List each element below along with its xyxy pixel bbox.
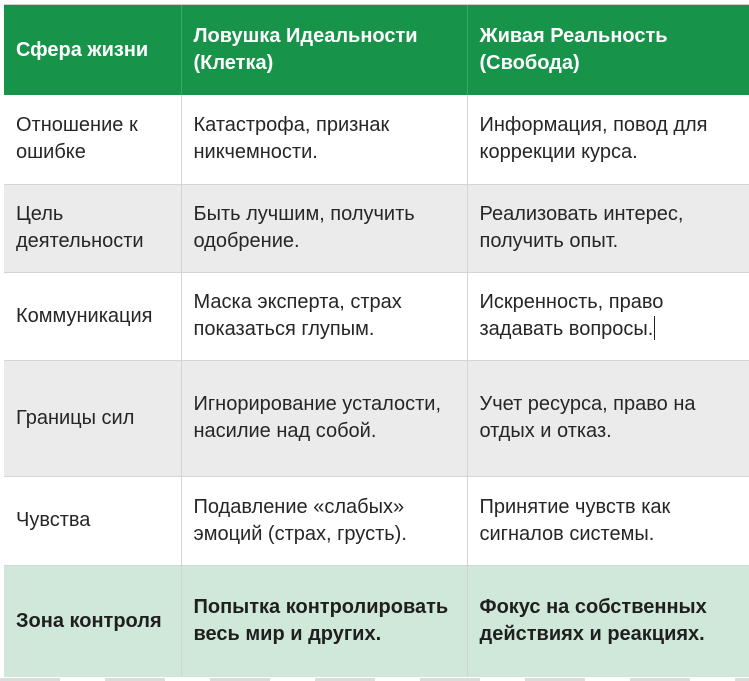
table-row <box>4 476 749 565</box>
comparison-table-container <box>4 4 749 677</box>
cell-trap: Маска эксперта, страх показаться глупым. <box>181 272 467 360</box>
cell-sphere: Цель деятельности <box>4 184 181 272</box>
text-cursor <box>654 316 655 340</box>
cell-reality: Учет ресурса, право на отдых и отказ. <box>467 360 749 476</box>
cell-trap: Катастрофа, признак никчемности. <box>181 95 467 184</box>
table-row <box>4 184 749 272</box>
cell-sphere: Отношение к ошибке <box>4 95 181 184</box>
cell-reality: Реализовать интерес, получить опыт. <box>467 184 749 272</box>
cell-reality-text: Искренность, право задавать вопросы. <box>479 291 664 340</box>
cell-reality: Информация, повод для коррекции курса. <box>467 95 749 184</box>
header-row <box>4 5 749 95</box>
cell-reality: Фокус на собственных действиях и реакциях. <box>467 565 749 677</box>
comparison-table <box>4 5 749 677</box>
cell-trap: Быть лучшим, получить одобрение. <box>181 184 467 272</box>
header-perfection-trap: Ловушка Идеальности (Клетка) <box>181 5 467 95</box>
table-header <box>4 5 749 95</box>
cell-sphere: Зона контроля <box>4 565 181 677</box>
table-row <box>4 95 749 184</box>
cell-trap: Подавление «слабых» эмоций (страх, грусть). <box>181 476 467 565</box>
cell-reality: Принятие чувств как сигналов системы. <box>467 476 749 565</box>
header-life-sphere: Сфера жизни <box>4 5 181 95</box>
cell-trap: Игнорирование усталости, насилие над собой. <box>181 360 467 476</box>
cell-sphere: Границы сил <box>4 360 181 476</box>
header-living-reality: Живая Реальность (Свобода) <box>467 5 749 95</box>
cell-trap: Попытка контролировать весь мир и других. <box>181 565 467 677</box>
table-row <box>4 360 749 476</box>
cell-reality-editable[interactable] <box>467 272 749 360</box>
table-row-highlighted <box>4 565 749 677</box>
table-body <box>4 95 749 677</box>
cell-sphere: Коммуникация <box>4 272 181 360</box>
table-row <box>4 272 749 360</box>
cell-sphere: Чувства <box>4 476 181 565</box>
